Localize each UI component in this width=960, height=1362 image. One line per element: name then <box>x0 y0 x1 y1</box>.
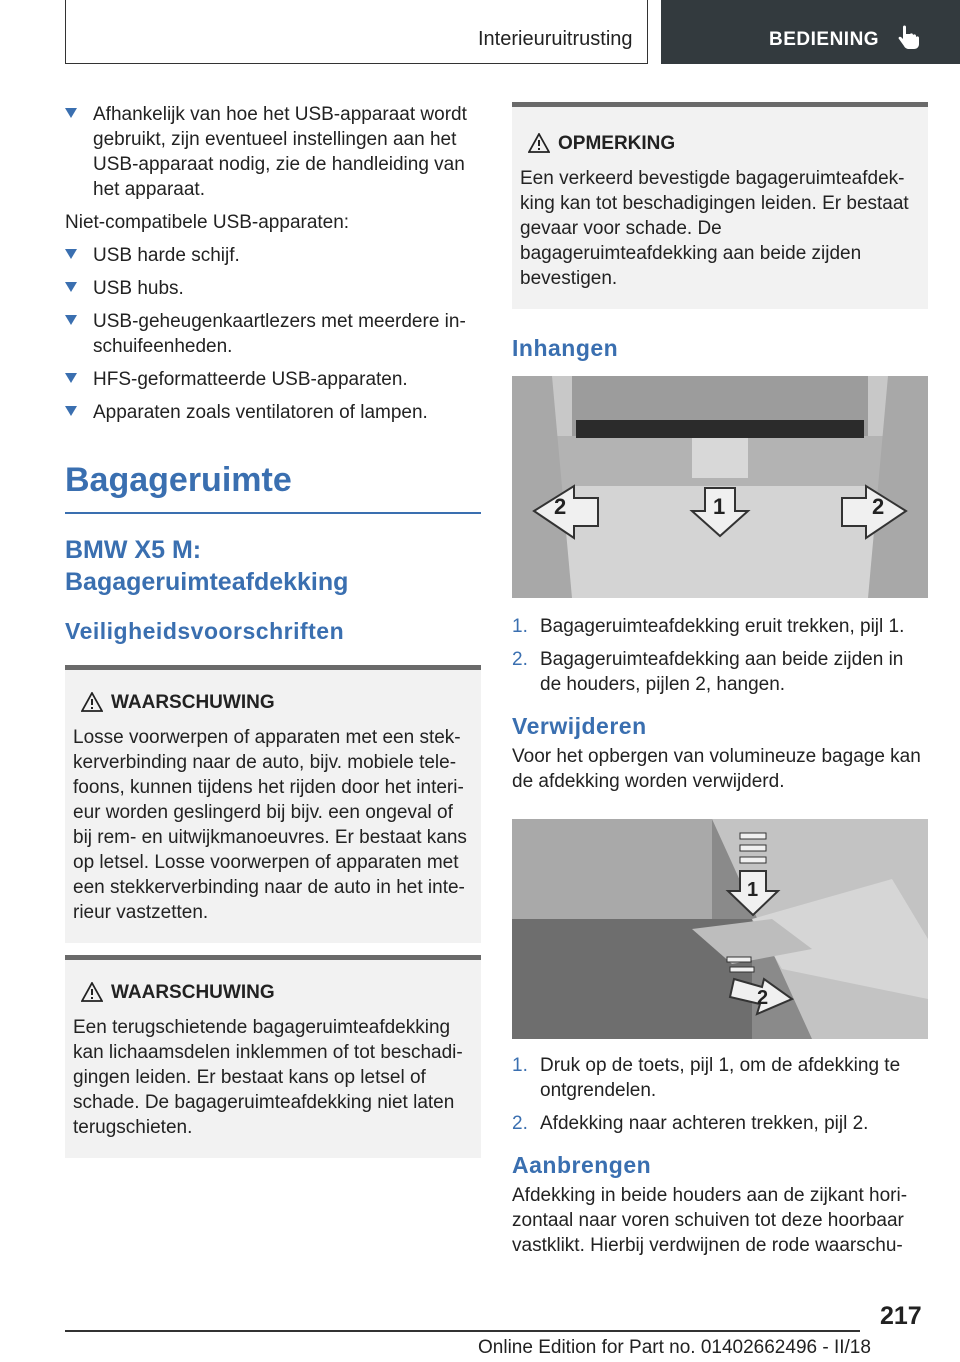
warning-title: WAARSCHUWING <box>73 982 473 1007</box>
footer-rule <box>65 1330 860 1332</box>
section-heading: Bagageruimte <box>65 461 292 499</box>
bullet-triangle-icon <box>65 315 77 325</box>
bullet-triangle-icon <box>65 282 77 292</box>
warning-text: Een terugschietende bagageruimteafdekking kan lichaamsdelen inklemmen of tot beschadi-gingen leiden. Er bestaat kans op letsel of schade. De bagageruimteafdekking niet laten terugschieten. <box>73 1017 463 1138</box>
bullet-triangle-icon <box>65 249 77 259</box>
warning-callout-2 <box>65 955 481 1158</box>
arrow-label: 2 <box>554 494 567 519</box>
aanbrengen-text: Afdekking in beide houders aan de zijkant hori-zontaal naar voren schuiven tot deze hoorbaar vastklikt. Hierbij verdwijnen de rode waarschu- <box>512 1185 908 1256</box>
list-item: Afhankelijk van hoe het USB-apparaat wordt gebruikt, zijn eventueel instellingen aan het USB-apparaat nodig, zie de handleiding van het apparaat. <box>65 102 481 202</box>
arrow-label: 2 <box>757 987 769 1009</box>
bullet-triangle-icon <box>65 373 77 383</box>
list-item: USB hubs. <box>65 276 481 301</box>
bullet-triangle-icon <box>65 108 77 118</box>
trunk-illustration <box>512 376 928 598</box>
step-item: 2. Afdekking naar achteren trekken, pijl 2. <box>512 1113 869 1134</box>
note-callout <box>512 102 928 309</box>
aanbrengen-heading: Aanbrengen <box>512 1152 652 1178</box>
list-item: Apparaten zoals ventilatoren of lampen. <box>65 400 481 425</box>
header-section-title: Interieuruitrusting <box>478 28 633 50</box>
list-item: USB harde schijf. <box>65 243 481 268</box>
header-chapter-label: BEDIENING <box>769 29 880 50</box>
arrow-label: 1 <box>747 879 759 901</box>
warning-text: Losse voorwerpen of apparaten met een stek-kerverbinding naar de auto, bijv. mobiele tele-foons, kunnen tijdens het rijden door het interi-eur worden geslingerd bij bijv. een ongeval of bij rem- en uitwijkmanoeuvres. Er bestaat kans op letsel. Losse voorwerpen of apparaten met een stekkerverbinding naar de auto in het inte-rieur vastzetten. <box>73 727 467 923</box>
warning-triangle-icon <box>528 133 550 153</box>
warning-triangle-icon <box>81 982 103 1002</box>
verwijderen-text: Voor het opbergen van volumineuze bagage kan de afdekking worden verwijderd. <box>512 746 921 792</box>
pointing-hand-icon <box>897 25 921 51</box>
note-title: OPMERKING <box>520 133 920 158</box>
release-illustration <box>512 819 928 1039</box>
note-text: Een verkeerd bevestigde bagageruimteafdek-king kan tot beschadigingen leiden. Er bestaat gevaar voor schade. De bagageruimteafdekking aan beide zijden bevestigen. <box>520 168 909 289</box>
arrow-label: 2 <box>872 494 885 519</box>
step-item: 1. Bagageruimteafdekking eruit trekken, pijl 1. <box>512 616 905 637</box>
warning-triangle-icon <box>81 692 103 712</box>
warning-title: WAARSCHUWING <box>73 692 473 717</box>
cover-release-photo <box>512 819 928 1039</box>
arrow-label: 1 <box>713 494 726 519</box>
warning-callout-1 <box>65 665 481 943</box>
left-column <box>65 102 481 1158</box>
step-item: 1. Druk op de toets, pijl 1, om de afdekking te ontgrendelen. <box>512 1055 901 1101</box>
trunk-cover-photo <box>512 376 928 598</box>
verwijderen-heading: Verwijderen <box>512 713 647 739</box>
bullet-triangle-icon <box>65 406 77 416</box>
inhangen-heading: Inhangen <box>512 335 619 361</box>
list-item: HFS-geformatteerde USB-apparaten. <box>65 367 481 392</box>
right-column <box>512 102 928 1258</box>
safety-heading: Veiligheidsvoorschriften <box>65 618 345 644</box>
subsection-heading: BMW X5 M: Bagageruimteafdekking <box>65 536 349 596</box>
step-item: 2. Bagageruimteafdekking aan beide zijden in de houders, pijlen 2, hangen. <box>512 649 904 695</box>
page-number: 217 <box>880 1302 922 1330</box>
list-item: USB-geheugenkaartlezers met meerdere in-schuifeenheden. <box>65 309 481 359</box>
noncompat-label: Niet-compatibele USB-apparaten: <box>65 212 350 233</box>
footer-edition: Online Edition for Part no. 01402662496 - II/18 <box>478 1337 871 1358</box>
heading-rule <box>65 512 481 514</box>
header-chapter-tab[interactable] <box>661 0 960 64</box>
